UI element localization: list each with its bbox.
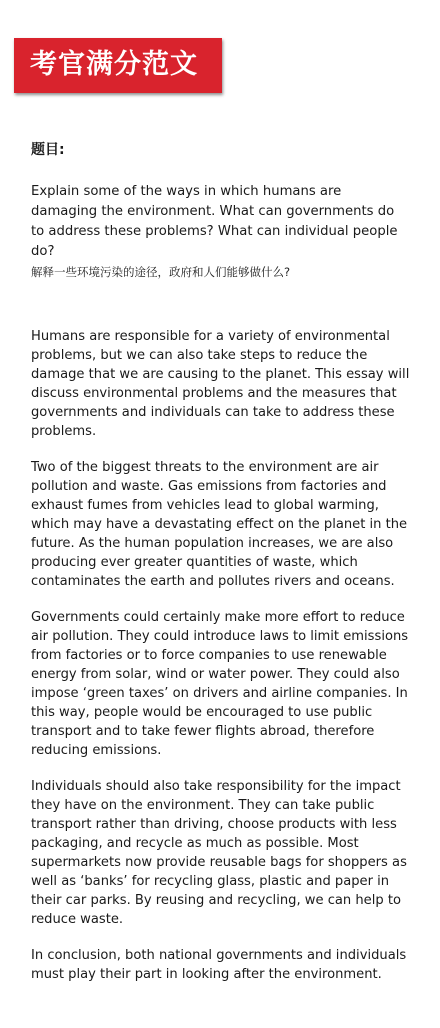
- question-text-chinese: 解释一些环境污染的途径，政府和人们能够做什么?: [31, 265, 291, 279]
- question-text: Explain some of the ways in which humans are damaging the environment. What can governments do to address these problems? What can individual people do?: [31, 184, 398, 259]
- essay-body: [31, 327, 411, 984]
- essay-content: [31, 140, 411, 1001]
- question-heading: 题目:: [31, 142, 65, 158]
- essay-paragraph-problems: Two of the biggest threats to the environment are air pollution and waste. Gas emissions from factories and exhaust fumes from vehicles lead to global warming, which may have a devastating effect on the planet in the future. As the human population increases, we are also producing ever greater quantities of waste, which contaminates the earth and pollutes rivers and oceans.: [31, 460, 408, 589]
- essay-paragraph-individuals: Individuals should also take responsibility for the impact they have on the environment. They can take public transport rather than driving, choose products with less packaging, and recycle as much as possible. Most supermarkets now provide reusable bags for shoppers as well as ‘banks’ for recycling glass, plastic and paper in their car parks. By reusing and recycling, we can help to reduce waste.: [31, 779, 407, 927]
- essay-paragraph-introduction: Humans are responsible for a variety of environmental problems, but we can also take steps to reduce the damage that we are causing to the planet. This essay will discuss environmental problems and the measures that governments and individuals can take to address these problems.: [31, 329, 410, 439]
- essay-paragraph-conclusion: In conclusion, both national governments and individuals must play their part in looking after the environment.: [31, 948, 407, 982]
- essay-paragraph-governments: Governments could certainly make more effort to reduce air pollution. They could introduce laws to limit emissions from factories or to force companies to use renewable energy from solar, wind or water power. They could also impose ‘green taxes’ on drivers and airline companies. In this way, people would be encouraged to use public transport and to take fewer flights abroad, therefore reducing emissions.: [31, 610, 409, 758]
- title-banner: [14, 38, 222, 93]
- banner-title: 考官满分范文: [30, 49, 198, 80]
